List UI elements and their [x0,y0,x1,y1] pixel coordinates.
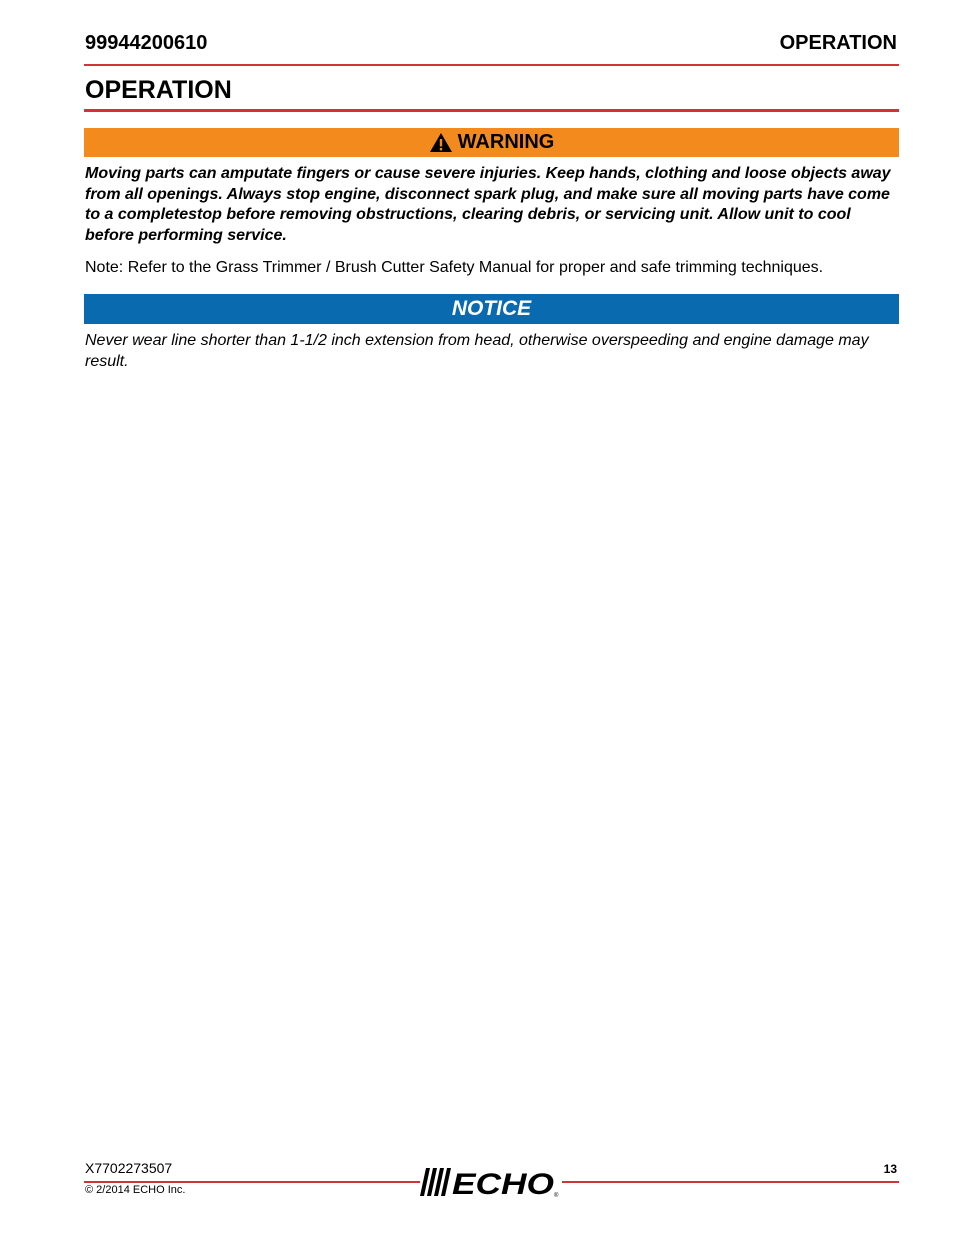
notice-label: NOTICE [451,297,532,320]
footer-doc-code: X7702273507 [85,1160,173,1176]
echo-logo [420,1166,562,1198]
svg-text:ECHO: ECHO [452,1168,554,1198]
warning-banner [84,128,899,157]
header-section: OPERATION [779,32,897,54]
notice-banner [84,294,899,324]
warning-label: WARNING [457,131,555,153]
header-part-number: 99944200610 [85,32,208,54]
note-text: Note: Refer to the Grass Trimmer / Brush Cutter Safety Manual for proper and safe trimming techniques. [85,259,824,276]
warning-triangle-icon [429,132,453,153]
header-rule [84,64,899,66]
page-title: OPERATION [85,76,232,104]
svg-text:®: ® [554,1193,559,1198]
title-rule [84,109,899,112]
notice-text: Never wear line shorter than 1-1/2 inch extension from head, otherwise overspeeding and engine damage may result. [85,332,869,370]
warning-text: Moving parts can amputate fingers or cause severe injuries. Keep hands, clothing and loose objects away from all openings. Always stop engine, disconnect spark plug, and make sure all moving parts have come to a completestop before removing obstructions, clearing debris, or servicing unit. Allow unit to cool before performing service. [85,165,891,244]
footer-copyright: © 2/2014 ECHO Inc. [85,1184,186,1196]
page-number: 13 [883,1162,897,1176]
